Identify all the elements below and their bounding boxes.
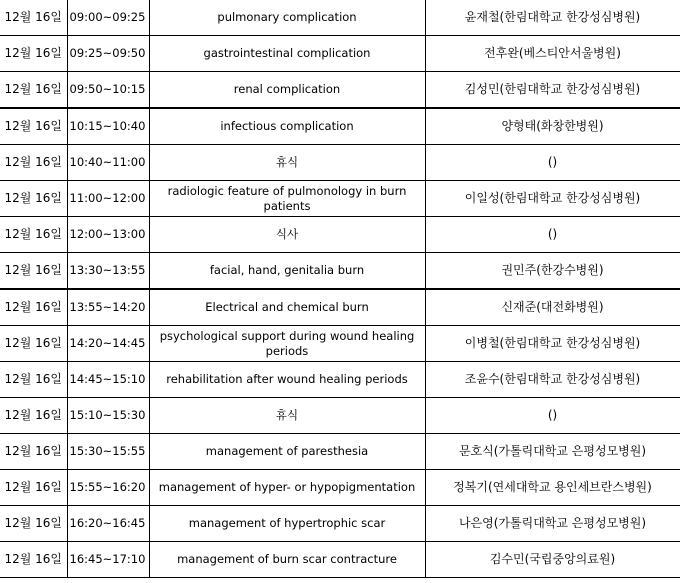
topic-cell: management of hypertrophic scar <box>149 506 425 542</box>
topic-cell: 휴식 <box>149 145 425 181</box>
table-row <box>0 108 680 145</box>
speaker-cell: 이병철(한림대학교 한강성심병원) <box>425 326 680 362</box>
time-cell: 13:30~13:55 <box>67 253 149 290</box>
topic-cell: rehabilitation after wound healing periods <box>149 362 425 398</box>
time-cell: 11:00~12:00 <box>67 181 149 217</box>
speaker-cell: 전후완(베스티안서울병원) <box>425 36 680 72</box>
table-row <box>0 181 680 217</box>
date-cell: 12월 16일 <box>0 108 67 145</box>
date-cell: 12월 16일 <box>0 145 67 181</box>
table-row <box>0 72 680 109</box>
topic-cell: radiologic feature of pulmonology in burn patients <box>149 181 425 217</box>
date-cell: 12월 16일 <box>0 253 67 290</box>
topic-cell: 휴식 <box>149 398 425 434</box>
topic-cell: Electrical and chemical burn <box>149 289 425 326</box>
time-cell: 16:20~16:45 <box>67 506 149 542</box>
table-row <box>0 434 680 470</box>
date-cell: 12월 16일 <box>0 362 67 398</box>
date-cell: 12월 16일 <box>0 181 67 217</box>
time-cell: 10:40~11:00 <box>67 145 149 181</box>
speaker-cell: 문호식(가톨릭대학교 은평성모병원) <box>425 434 680 470</box>
time-cell: 15:10~15:30 <box>67 398 149 434</box>
topic-cell: facial, hand, genitalia burn <box>149 253 425 290</box>
time-cell: 09:50~10:15 <box>67 72 149 109</box>
time-cell: 09:00~09:25 <box>67 0 149 36</box>
topic-cell: infectious complication <box>149 108 425 145</box>
speaker-cell: 양형태(화창한병원) <box>425 108 680 145</box>
table-row <box>0 217 680 253</box>
date-cell: 12월 16일 <box>0 217 67 253</box>
topic-cell: renal complication <box>149 72 425 109</box>
time-cell: 09:25~09:50 <box>67 36 149 72</box>
speaker-cell: 정복기(연세대학교 용인세브란스병원) <box>425 470 680 506</box>
table-row <box>0 362 680 398</box>
table-row <box>0 289 680 326</box>
date-cell: 12월 16일 <box>0 72 67 109</box>
time-cell: 14:45~15:10 <box>67 362 149 398</box>
time-cell: 16:45~17:10 <box>67 542 149 578</box>
date-cell: 12월 16일 <box>0 542 67 578</box>
date-cell: 12월 16일 <box>0 0 67 36</box>
speaker-cell: 나은영(가톨릭대학교 은평성모병원) <box>425 506 680 542</box>
table-row <box>0 36 680 72</box>
table-row <box>0 326 680 362</box>
topic-cell: management of burn scar contracture <box>149 542 425 578</box>
date-cell: 12월 16일 <box>0 470 67 506</box>
table-row <box>0 470 680 506</box>
topic-cell: gastrointestinal complication <box>149 36 425 72</box>
topic-cell: 식사 <box>149 217 425 253</box>
table-row <box>0 0 680 36</box>
speaker-cell: () <box>425 145 680 181</box>
date-cell: 12월 16일 <box>0 398 67 434</box>
speaker-cell: () <box>425 217 680 253</box>
speaker-cell: 이일성(한림대학교 한강성심병원) <box>425 181 680 217</box>
topic-cell: pulmonary complication <box>149 0 425 36</box>
speaker-cell: 윤재철(한림대학교 한강성심병원) <box>425 0 680 36</box>
time-cell: 14:20~14:45 <box>67 326 149 362</box>
date-cell: 12월 16일 <box>0 289 67 326</box>
speaker-cell: 김성민(한림대학교 한강성심병원) <box>425 72 680 109</box>
speaker-cell: 권민주(한강수병원) <box>425 253 680 290</box>
speaker-cell: 김수민(국립중앙의료원) <box>425 542 680 578</box>
table-row <box>0 506 680 542</box>
speaker-cell: 조윤수(한림대학교 한강성심병원) <box>425 362 680 398</box>
topic-cell: psychological support during wound healing periods <box>149 326 425 362</box>
time-cell: 13:55~14:20 <box>67 289 149 326</box>
table-row <box>0 145 680 181</box>
topic-cell: management of paresthesia <box>149 434 425 470</box>
speaker-cell: 신재준(대전화병원) <box>425 289 680 326</box>
time-cell: 10:15~10:40 <box>67 108 149 145</box>
time-cell: 12:00~13:00 <box>67 217 149 253</box>
table-row <box>0 253 680 290</box>
speaker-cell: () <box>425 398 680 434</box>
table-row <box>0 542 680 578</box>
time-cell: 15:30~15:55 <box>67 434 149 470</box>
date-cell: 12월 16일 <box>0 434 67 470</box>
date-cell: 12월 16일 <box>0 36 67 72</box>
date-cell: 12월 16일 <box>0 326 67 362</box>
time-cell: 15:55~16:20 <box>67 470 149 506</box>
topic-cell: management of hyper- or hypopigmentation <box>149 470 425 506</box>
table-row <box>0 398 680 434</box>
date-cell: 12월 16일 <box>0 506 67 542</box>
